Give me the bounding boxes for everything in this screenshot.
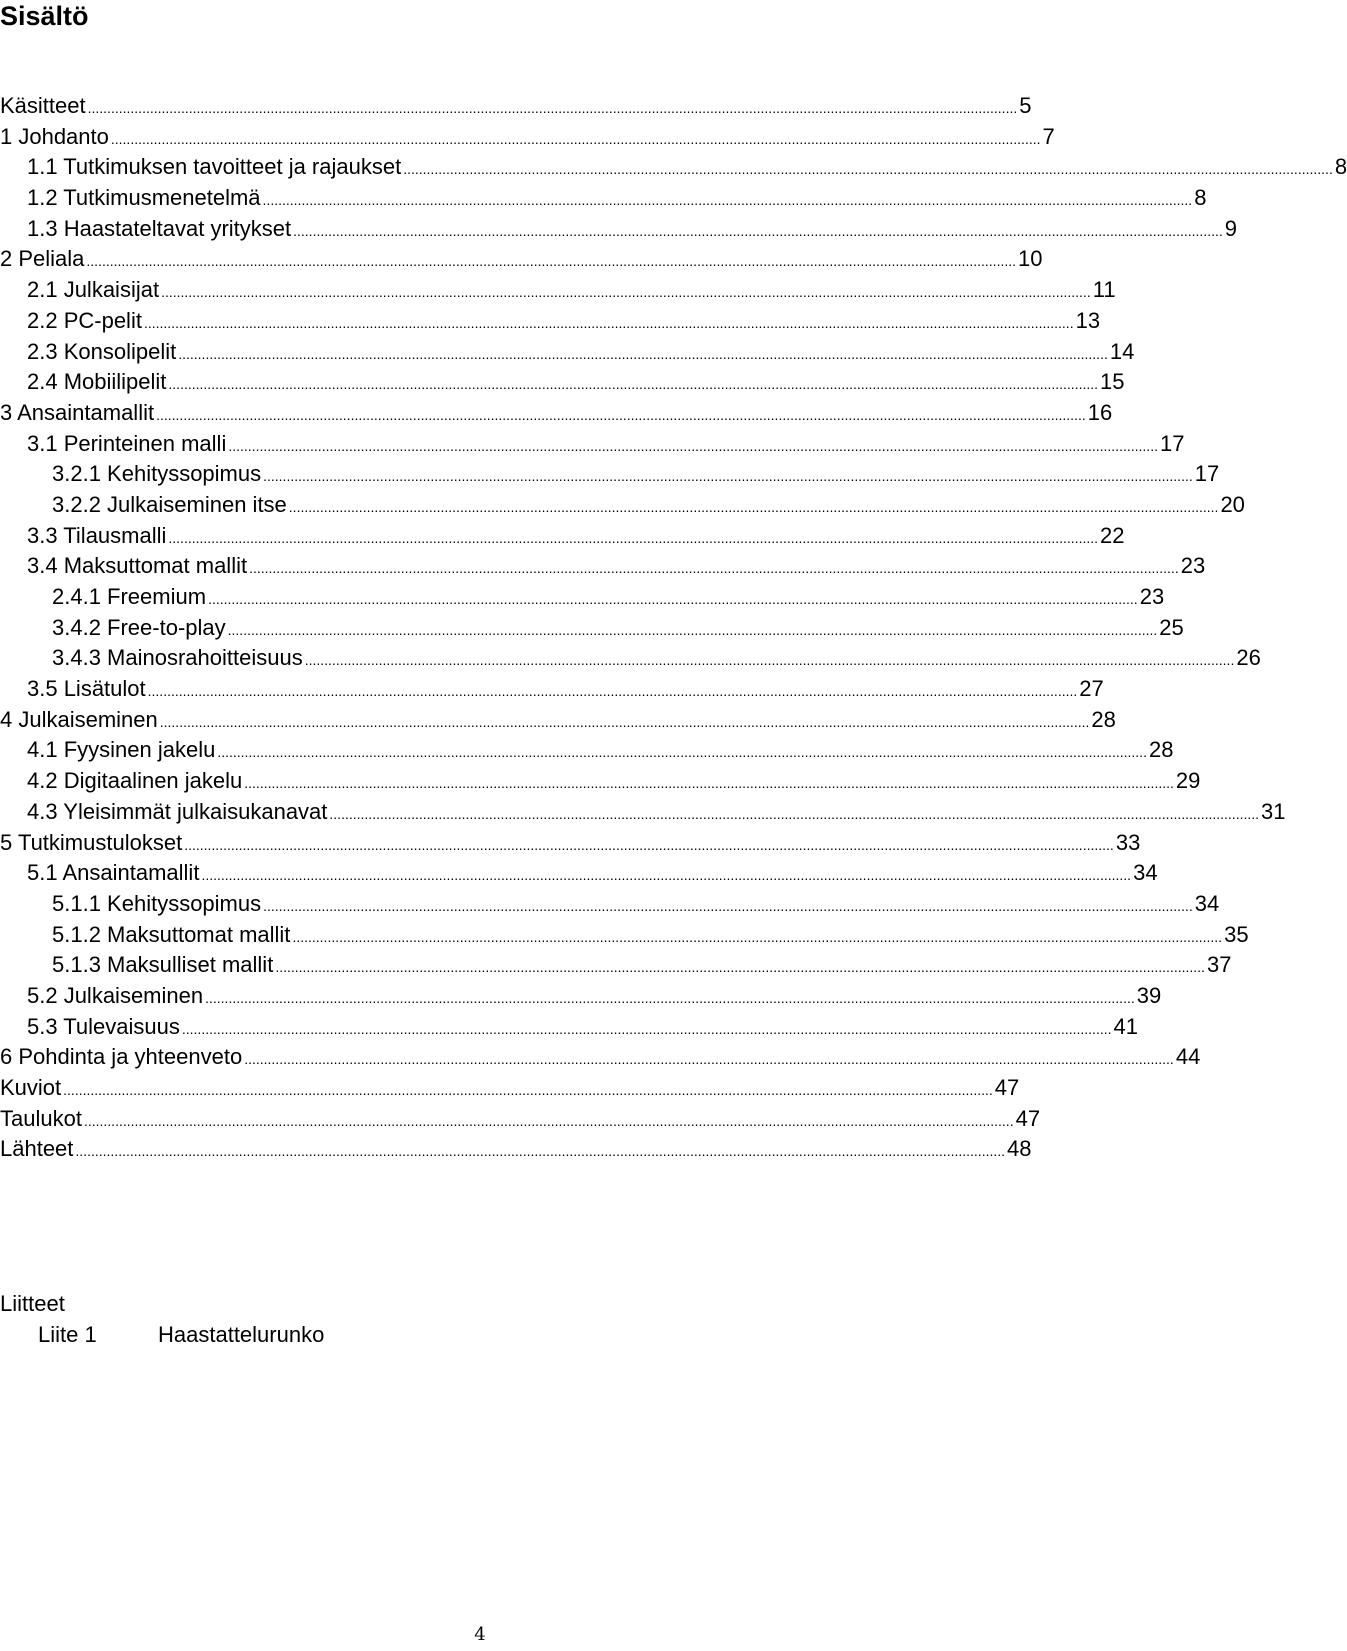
toc-leader-dots: [168, 367, 1098, 400]
toc-entry-label: 5.1.1 Kehityssopimus: [52, 890, 262, 916]
toc-entry-label: 3.5 Lisätulot: [27, 676, 146, 702]
toc-entry[interactable]: 1.1 Tutkimuksen tavoitteet ja rajaukset ..... 8: [0, 152, 987, 183]
toc-leader-dots: [305, 643, 1235, 676]
toc-entry-label: 2.4 Mobiilipelit: [27, 369, 167, 395]
toc-entry-label: Kuviot: [0, 1075, 62, 1100]
toc-entry-label: 3.2.2 Julkaiseminen itse: [52, 491, 287, 517]
toc-entry-label: 2 Peliala: [0, 246, 85, 272]
toc-entry-label: 3 Ansaintamallit: [0, 399, 155, 425]
toc-entry[interactable]: 4.2 Digitaalinen jakelu ..... 29: [0, 766, 987, 797]
toc-entry-label: 3.1 Perinteinen malli: [27, 430, 227, 456]
toc-leader-dots: [263, 183, 1193, 216]
toc-entry[interactable]: 2.4.1 Freemium ..... 23: [0, 582, 1012, 613]
toc-entry[interactable]: 3 Ansaintamallit ..... 16: [0, 398, 960, 429]
toc-leader-dots: [275, 950, 1205, 983]
toc-leader-dots: [168, 521, 1098, 554]
toc-leader-dots: [263, 889, 1193, 922]
toc-entry-label: Taulukot: [0, 1105, 82, 1131]
toc-entry-label: Käsitteet: [0, 93, 86, 118]
toc-entry[interactable]: 5.1.1 Kehityssopimus ..... 34: [0, 889, 1012, 920]
toc-entry-label: 2.4.1 Freemium: [52, 584, 207, 609]
toc-leader-dots: [329, 797, 1259, 830]
toc-leader-dots: [205, 981, 1135, 1014]
toc-entry[interactable]: 3.4 Maksuttomat mallit ..... 23: [0, 551, 987, 582]
toc-entry[interactable]: 5 Tutkimustulokset ..... 33: [0, 828, 960, 859]
toc-leader-dots: [217, 735, 1147, 768]
toc-leader-dots: [86, 244, 1016, 277]
toc-leader-dots: [289, 490, 1219, 523]
toc-leader-dots: [403, 152, 1333, 185]
toc-entry[interactable]: 4 Julkaiseminen ..... 28: [0, 705, 960, 736]
toc-entry[interactable]: 2.3 Konsolipelit ..... 14: [0, 337, 987, 368]
toc-entry[interactable]: 5.1.3 Maksulliset mallit ..... 37: [0, 950, 1012, 981]
toc-entry[interactable]: 2.1 Julkaisijat ..... 11: [0, 275, 987, 306]
toc-leader-dots: [63, 1073, 993, 1106]
toc-leader-dots: [148, 674, 1078, 707]
toc-leader-dots: [184, 828, 1114, 861]
toc-entry[interactable]: 3.2.1 Kehityssopimus ..... 17: [0, 459, 1012, 490]
toc-entry[interactable]: 3.5 Lisätulot ..... 27: [0, 674, 987, 705]
toc-entry-label: Lähteet: [0, 1136, 74, 1162]
toc-entry-label: 1 Johdanto: [0, 123, 109, 149]
toc-entry[interactable]: Taulukot ..... 47: [0, 1104, 960, 1135]
toc-entry[interactable]: 2.2 PC-pelit ..... 13: [0, 306, 987, 337]
toc-entry-label: 4.3 Yleisimmät julkaisukanavat: [27, 798, 328, 824]
appendices-title: Liitteet: [0, 1291, 65, 1316]
toc-entry[interactable]: 3.4.3 Mainosrahoitteisuus ..... 26: [0, 643, 1012, 674]
toc-leader-dots: [293, 214, 1223, 247]
toc-leader-dots: [160, 705, 1090, 738]
toc-entry[interactable]: 2.4 Mobiilipelit ..... 15: [0, 367, 987, 398]
toc-entry-label: 1.3 Haastateltavat yritykset: [27, 215, 292, 241]
toc-entry[interactable]: 5.1.2 Maksuttomat mallit ..... 35: [0, 920, 1012, 951]
toc-leader-dots: [201, 858, 1131, 891]
toc-entry-label: 3.3 Tilausmalli: [27, 522, 167, 548]
toc-leader-dots: [228, 613, 1158, 646]
toc-leader-dots: [244, 766, 1174, 799]
toc-entry[interactable]: 3.3 Tilausmalli ..... 22: [0, 521, 987, 552]
toc-leader-dots: [111, 122, 1041, 155]
toc-entry-label: 4 Julkaiseminen: [0, 706, 158, 732]
toc-entry[interactable]: 4.3 Yleisimmät julkaisukanavat ..... 31: [0, 797, 987, 828]
toc-leader-dots: [144, 306, 1074, 339]
page-title: Sisältö: [0, 1, 89, 31]
toc-entry[interactable]: 3.4.2 Free-to-play ..... 25: [0, 613, 1012, 644]
toc-leader-dots: [292, 920, 1222, 953]
toc-entry-label: 5.1.3 Maksulliset mallit: [52, 952, 274, 978]
toc-entry-label: 5 Tutkimustulokset: [0, 829, 183, 855]
toc-entry[interactable]: 1 Johdanto ..... 7: [0, 122, 960, 153]
table-of-contents: [0, 91, 1347, 1165]
toc-entry-label: 2.2 PC-pelit: [27, 307, 142, 333]
toc-entry[interactable]: 6 Pohdinta ja yhteenveto ..... 44: [0, 1042, 960, 1073]
toc-entry[interactable]: 5.1 Ansaintamallit ..... 34: [0, 858, 987, 889]
page-number: 4: [474, 1624, 486, 1645]
toc-entry-label: 3.4.2 Free-to-play: [52, 614, 226, 640]
toc-leader-dots: [156, 398, 1086, 431]
toc-entry-label: 1.2 Tutkimusmenetelmä: [27, 185, 261, 211]
toc-entry[interactable]: 4.1 Fyysinen jakelu ..... 28: [0, 735, 987, 766]
appendix-entry[interactable]: [38, 1320, 324, 1350]
appendix-number: Liite 1: [38, 1322, 97, 1347]
toc-entry[interactable]: 1.3 Haastateltavat yritykset ..... 9: [0, 214, 987, 245]
toc-entry-label: 3.4.3 Mainosrahoitteisuus: [52, 645, 303, 671]
toc-leader-dots: [75, 1134, 1005, 1167]
toc-entry-label: 1.1 Tutkimuksen tavoitteet ja rajaukset: [27, 154, 402, 180]
toc-entry-label: 3.4 Maksuttomat mallit: [27, 553, 248, 579]
toc-leader-dots: [182, 1012, 1112, 1045]
toc-entry-label: 2.3 Konsolipelit: [27, 338, 177, 364]
toc-leader-dots: [228, 429, 1158, 462]
toc-entry-label: 5.1 Ansaintamallit: [27, 860, 200, 886]
toc-entry-label: 6 Pohdinta ja yhteenveto: [0, 1044, 243, 1070]
toc-entry[interactable]: Lähteet ..... 48: [0, 1134, 960, 1165]
toc-entry[interactable]: Käsitteet ..... 5: [0, 91, 960, 122]
toc-entry-label: 5.1.2 Maksuttomat mallit: [52, 921, 291, 947]
toc-entry[interactable]: Kuviot ..... 47: [0, 1073, 960, 1104]
toc-entry-label: 4.2 Digitaalinen jakelu: [27, 768, 243, 794]
toc-entry-label: 5.3 Tulevaisuus: [27, 1013, 180, 1039]
toc-leader-dots: [178, 337, 1108, 370]
toc-entry[interactable]: 5.3 Tulevaisuus ..... 41: [0, 1012, 987, 1043]
toc-entry[interactable]: 2 Peliala ..... 10: [0, 244, 960, 275]
toc-entry[interactable]: 1.2 Tutkimusmenetelmä ..... 8: [0, 183, 987, 214]
toc-leader-dots: [244, 1042, 1174, 1075]
toc-leader-dots: [161, 275, 1091, 308]
toc-entry[interactable]: 5.2 Julkaiseminen ..... 39: [0, 981, 987, 1012]
toc-leader-dots: [84, 1104, 1014, 1137]
toc-leader-dots: [263, 459, 1193, 492]
toc-entry-label: 2.1 Julkaisijat: [27, 277, 160, 303]
toc-entry-label: 4.1 Fyysinen jakelu: [27, 737, 216, 763]
toc-entry-label: 5.2 Julkaiseminen: [27, 982, 204, 1008]
toc-leader-dots: [249, 551, 1179, 584]
toc-leader-dots: [88, 91, 1018, 124]
toc-entry-label: 3.2.1 Kehityssopimus: [52, 461, 262, 487]
toc-leader-dots: [208, 582, 1138, 615]
toc-entry[interactable]: 3.1 Perinteinen malli ..... 17: [0, 429, 987, 460]
toc-entry[interactable]: 3.2.2 Julkaiseminen itse ..... 20: [0, 490, 1012, 521]
appendix-label: Haastattelurunko: [158, 1322, 325, 1347]
